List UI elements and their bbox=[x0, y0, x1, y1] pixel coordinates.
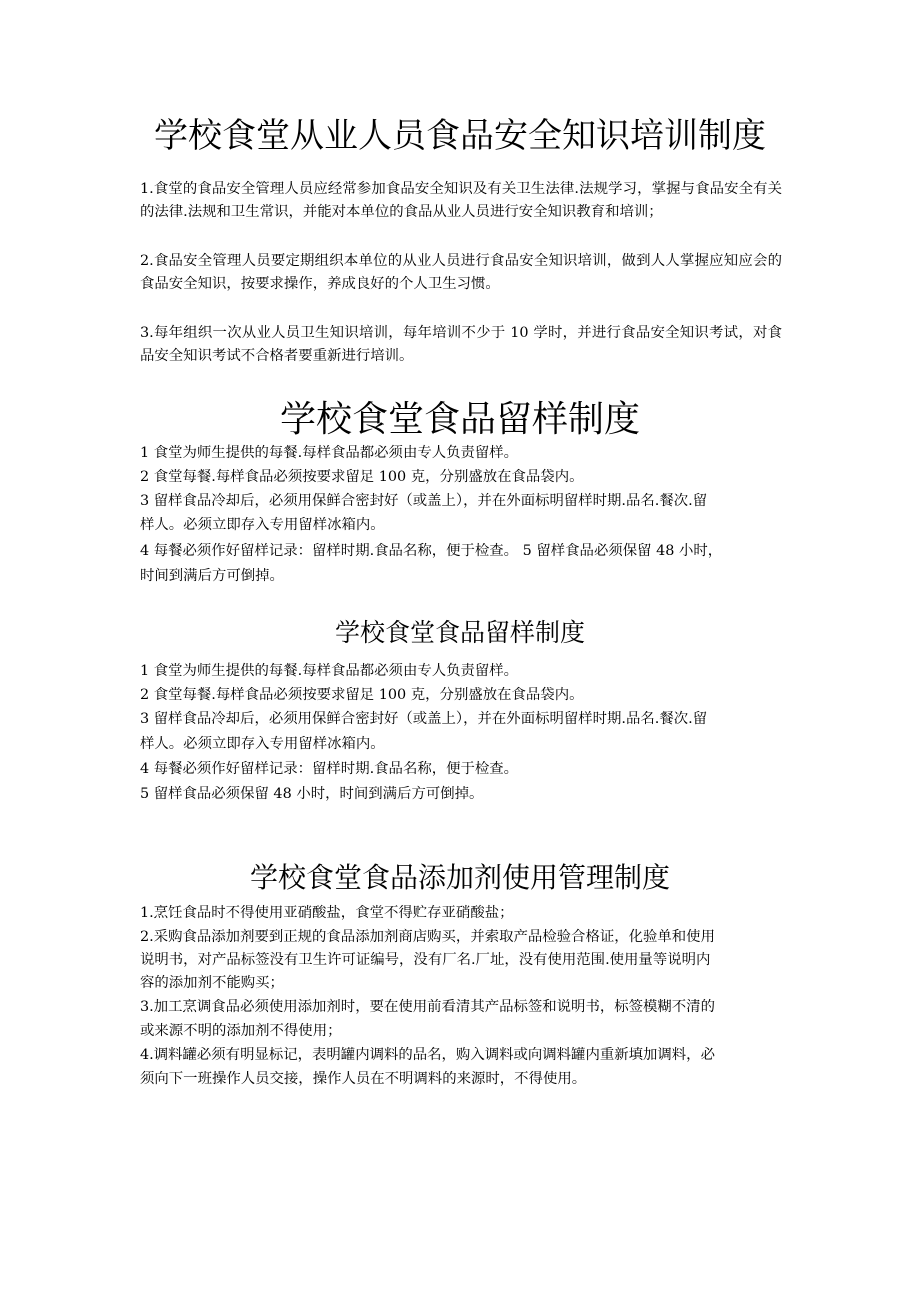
section3-line-6: 5 留样食品必须保留 48 小时，时间到满后方可倒掉。 bbox=[140, 786, 484, 802]
section2-line-4: 样人。必须立即存入专用留样冰箱内。 bbox=[140, 517, 385, 533]
section4-line-3: 说明书，对产品标签没有卫生许可证编号，没有厂名.厂址，没有使用范围.使用量等说明内 bbox=[140, 952, 711, 968]
section4-line-6: 或来源不明的添加剂不得使用； bbox=[140, 1023, 342, 1039]
section2-line-1: 1 食堂为师生提供的每餐.每样食品都必须由专人负责留样。 bbox=[140, 445, 519, 461]
section3-line-2: 2 食堂每餐.每样食品必须按要求留足 100 克，分别盛放在食品袋内。 bbox=[140, 687, 584, 703]
section2-line-5: 4 每餐必须作好留样记录：留样时期.食品名称，便于检查。 5 留样食品必须保留 48 小时， bbox=[140, 543, 723, 559]
section4-line-8: 须向下一班操作人员交接，操作人员在不明调料的来源时，不得使用。 bbox=[140, 1071, 587, 1087]
section4-line-7: 4.调料罐必须有明显标记，表明罐内调料的品名，购入调料或向调料罐内重新填加调料，必 bbox=[140, 1047, 715, 1063]
section4-line-2: 2.采购食品添加剂要到正规的食品添加剂商店购买，并索取产品检验合格证，化验单和使用 bbox=[140, 929, 715, 945]
section4-line-1: 1.烹饪食品时不得使用亚硝酸盐，食堂不得贮存亚硝酸盐； bbox=[140, 905, 514, 921]
section4-title: 学校食堂食品添加剂使用管理制度 bbox=[249, 861, 670, 894]
section1-item-1: 1.食堂的食品安全管理人员应经常参加食品安全知识及有关卫生法律.法规学习，掌握与食品安全有关的法律.法规和卫生常识，并能对本单位的食品从业人员进行安全知识教育和培训； bbox=[140, 181, 782, 220]
section3-line-1: 1 食堂为师生提供的每餐.每样食品都必须由专人负责留样。 bbox=[140, 663, 519, 679]
section2-line-6: 时间到满后方可倒掉。 bbox=[140, 568, 284, 584]
section2-line-3: 3 留样食品冷却后，必须用保鲜合密封好（或盖上），并在外面标明留样时期.品名.餐次.留 bbox=[140, 493, 708, 509]
section4-line-5: 3.加工烹调食品必须使用添加剂时，要在使用前看清其产品标签和说明书，标签模糊不清的 bbox=[140, 999, 715, 1015]
section1-item-2: 2.食品安全管理人员要定期组织本单位的从业人员进行食品安全知识培训，做到人人掌握应知应会的食品安全知识，按要求操作，养成良好的个人卫生习惯。 bbox=[140, 253, 782, 292]
section2-title: 学校食堂食品留样制度 bbox=[279, 399, 640, 440]
section3-title: 学校食堂食品留样制度 bbox=[334, 618, 585, 647]
section1-item-3: 3.每年组织一次从业人员卫生知识培训，每年培训不少于 10 学时，并进行食品安全知识考试，对食品安全知识考试不合格者要重新进行培训。 bbox=[140, 325, 782, 364]
section3-line-3: 3 留样食品冷却后，必须用保鲜合密封好（或盖上），并在外面标明留样时期.品名.餐次.留 bbox=[140, 711, 708, 727]
section4-line-4: 容的添加剂不能购买； bbox=[140, 975, 284, 991]
section3-line-5: 4 每餐必须作好留样记录：留样时期.食品名称，便于检查。 bbox=[140, 761, 519, 777]
section3-line-4: 样人。必须立即存入专用留样冰箱内。 bbox=[140, 736, 385, 752]
section2-line-2: 2 食堂每餐.每样食品必须按要求留足 100 克，分别盛放在食品袋内。 bbox=[140, 469, 584, 485]
section1-title: 学校食堂从业人员食品安全知识培训制度 bbox=[154, 116, 766, 156]
